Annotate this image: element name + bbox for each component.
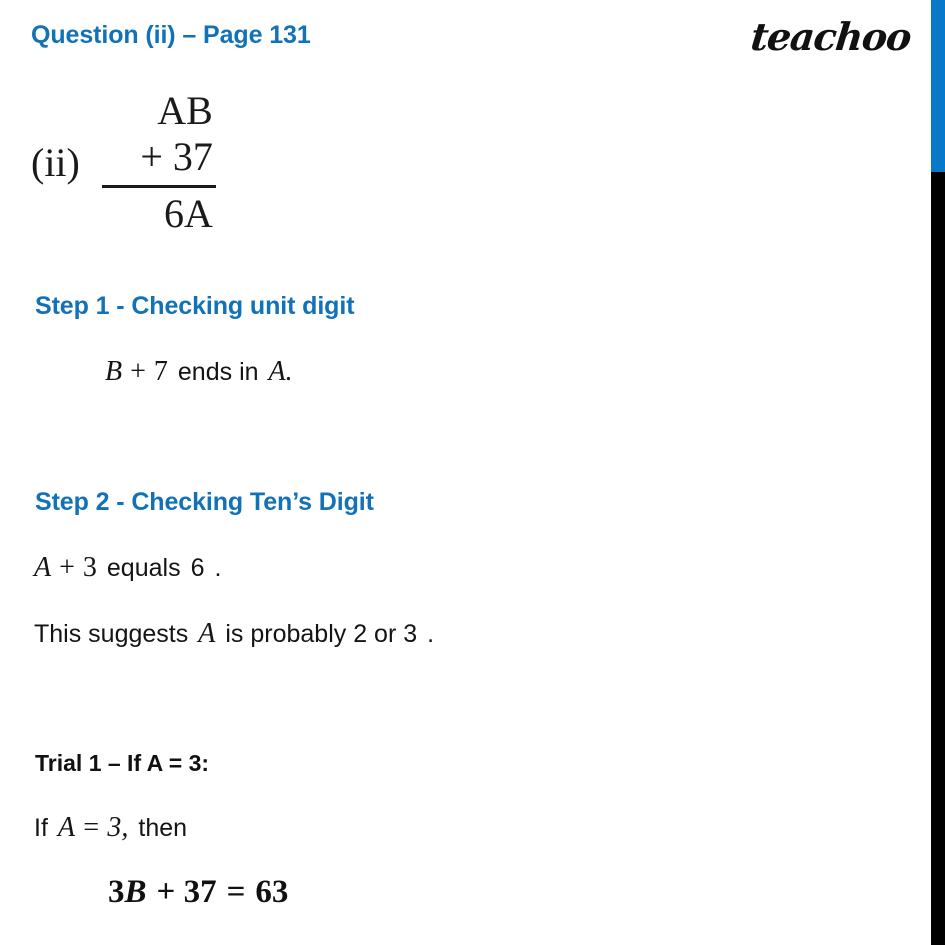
addition-problem (31, 88, 216, 237)
addition-stack (102, 88, 216, 237)
trial-1-expression: A = 3, (57, 812, 129, 843)
step-2-text-before: This suggests (34, 620, 189, 648)
math-number-3: 3 (82, 552, 97, 583)
math-number-6: 6 (190, 554, 205, 582)
trial-1-heading: Trial 1 – If A = 3: (35, 750, 210, 776)
math-operator-equals: = (226, 874, 246, 910)
math-variable-a: A (268, 356, 286, 387)
trial-1-equation (108, 874, 288, 911)
step-2-text-after: is probably 2 or 3 (225, 620, 418, 648)
math-variable-a: A (198, 618, 216, 649)
equation-part-2: 63 (255, 874, 289, 910)
problem-number-label: (ii) (31, 139, 80, 185)
step-1-statement (105, 356, 293, 388)
math-number-7: 7 (153, 356, 168, 387)
step-2-statement-2 (34, 618, 434, 650)
step-2-text: equals (106, 554, 181, 582)
trial-1-text-after: then (138, 814, 188, 842)
teachoo-logo: teachoo (748, 14, 913, 59)
addition-result: 6A (163, 191, 213, 236)
edge-bar-black-segment (931, 172, 945, 945)
addition-rule-line (102, 185, 216, 188)
equation-part-1: + 37 (156, 874, 217, 910)
math-variable-b: B (105, 356, 123, 387)
trial-1-text-before: If (34, 814, 48, 842)
math-operator-plus: + (59, 552, 75, 583)
period-mark: . (214, 554, 222, 582)
step-1-text: ends in (177, 358, 259, 386)
period-mark: . (427, 620, 435, 648)
page-title: Question (ii) – Page 131 (31, 21, 311, 49)
step-1-heading: Step 1 - Checking unit digit (35, 292, 355, 320)
addend-bottom: + 37 (140, 134, 213, 179)
period-mark: . (285, 356, 293, 387)
equation-coefficient: 3 (108, 874, 125, 910)
edge-bar-blue-segment (931, 0, 945, 172)
addend-top: AB (157, 88, 213, 133)
right-edge-bar (931, 0, 945, 945)
step-2-heading: Step 2 - Checking Ten’s Digit (35, 488, 374, 516)
trial-1-statement (34, 812, 187, 844)
math-operator-plus: + (130, 356, 146, 387)
math-variable-b: B (124, 874, 147, 910)
step-2-statement-1 (34, 552, 221, 584)
math-variable-a: A (34, 552, 52, 583)
